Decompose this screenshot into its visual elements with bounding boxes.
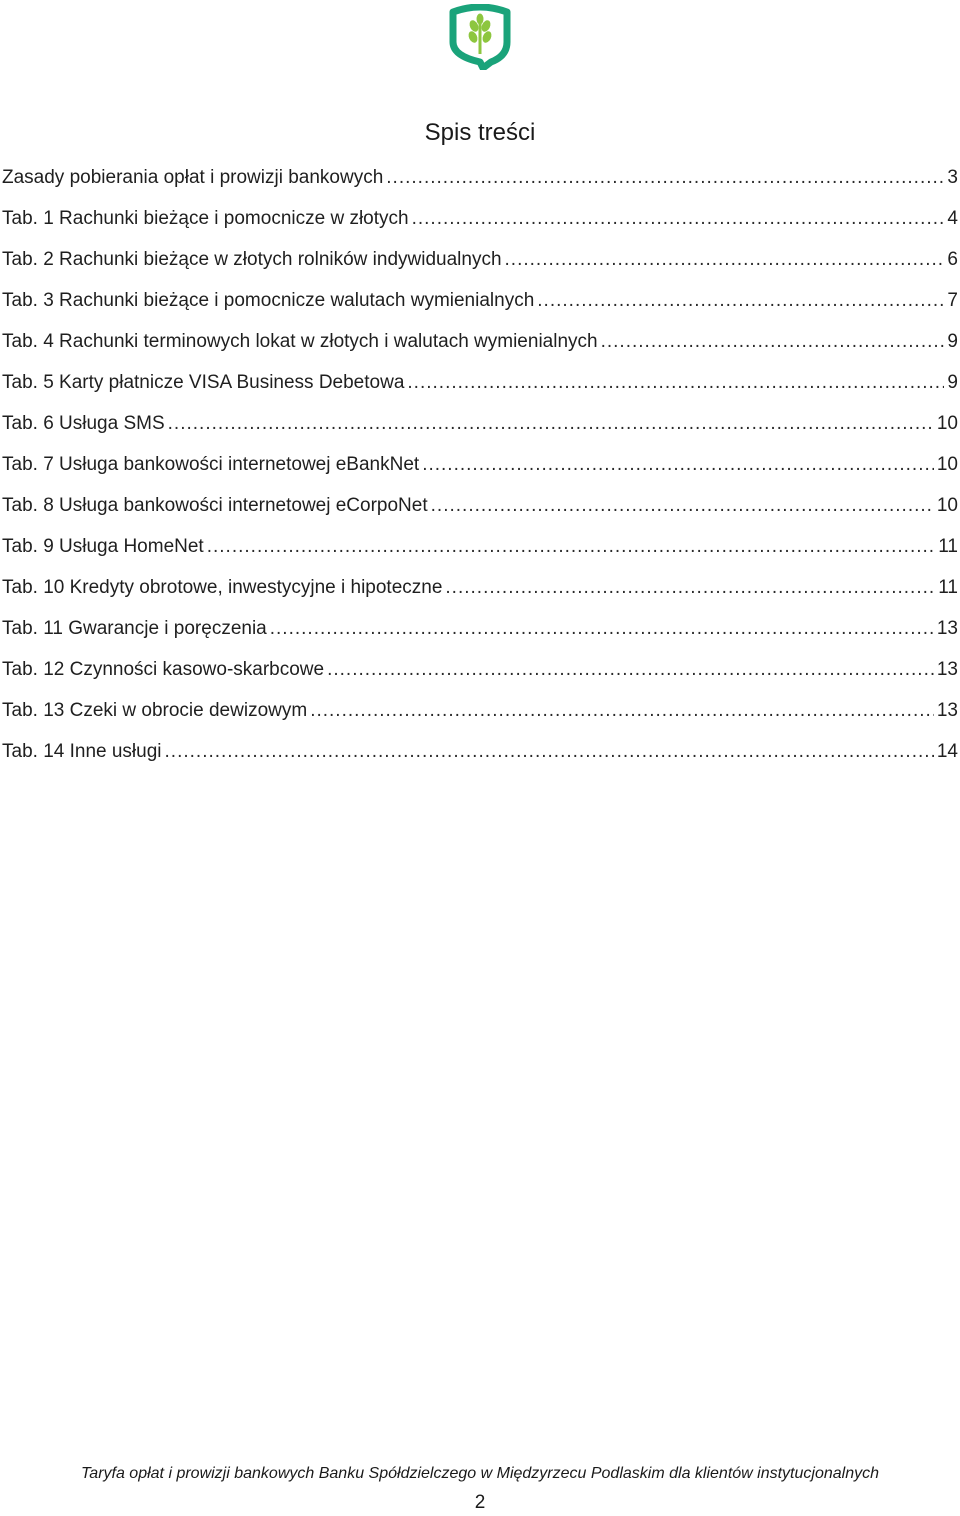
toc-entry-page: 10 [936, 454, 958, 475]
toc-entry-page: 7 [947, 290, 958, 311]
toc-dot-leader [445, 567, 935, 608]
toc-entry[interactable] [2, 485, 958, 526]
toc-dot-leader [407, 362, 944, 403]
toc-entry-label: Tab. 14 Inne usługi [2, 741, 162, 762]
toc-entry[interactable] [2, 362, 958, 403]
toc-entry[interactable] [2, 403, 958, 444]
toc-entry-page: 9 [947, 372, 958, 393]
toc-entry[interactable] [2, 239, 958, 280]
toc-entry-page: 4 [947, 208, 958, 229]
toc-entry-page: 13 [936, 700, 958, 721]
toc-entry[interactable] [2, 280, 958, 321]
toc-entry[interactable] [2, 321, 958, 362]
toc-entry-label: Tab. 9 Usługa HomeNet [2, 536, 204, 557]
toc-entry[interactable] [2, 649, 958, 690]
toc-dot-leader [537, 280, 944, 321]
toc-entry-page: 14 [936, 741, 958, 762]
toc-entry[interactable] [2, 526, 958, 567]
toc-entry-page: 13 [936, 659, 958, 680]
toc-entry-label: Tab. 10 Kredyty obrotowe, inwestycyjne i hipoteczne [2, 577, 443, 598]
toc-dot-leader [165, 731, 934, 772]
toc-dot-leader [505, 239, 945, 280]
toc-entry[interactable] [2, 567, 958, 608]
toc-entry-label: Tab. 12 Czynności kasowo-skarbcowe [2, 659, 325, 680]
toc-dot-leader [431, 485, 934, 526]
toc-entry[interactable] [2, 444, 958, 485]
toc-dot-leader [601, 321, 945, 362]
toc-entry-page: 3 [947, 167, 958, 188]
toc-entry-label: Tab. 1 Rachunki bieżące i pomocnicze w złotych [2, 208, 409, 229]
toc-entry-label: Tab. 4 Rachunki terminowych lokat w złotych i walutach wymienialnych [2, 331, 598, 352]
toc-entry[interactable] [2, 608, 958, 649]
toc-dot-leader [310, 690, 934, 731]
bank-wheat-logo-icon [443, 4, 517, 70]
toc-entry[interactable] [2, 690, 958, 731]
footer-text: Taryfa opłat i prowizji bankowych Banku Spółdzielczego w Międzyrzecu Podlaskim dla klientów instytucjonalnych [80, 1465, 879, 1482]
toc-entry-label: Tab. 3 Rachunki bieżące i pomocnicze walutach wymienialnych [2, 290, 535, 311]
table-of-contents [2, 157, 958, 772]
toc-entry-label: Tab. 13 Czeki w obrocie dewizowym [2, 700, 308, 721]
toc-entry-label: Tab. 7 Usługa bankowości internetowej eBankNet [2, 454, 420, 475]
toc-dot-leader [422, 444, 934, 485]
toc-dot-leader [207, 526, 936, 567]
toc-dot-leader [412, 198, 945, 239]
toc-entry-label: Tab. 8 Usługa bankowości internetowej eCorpoNet [2, 495, 428, 516]
toc-dot-leader [327, 649, 934, 690]
toc-entry-page: 10 [936, 495, 958, 516]
toc-entry-page: 9 [947, 331, 958, 352]
toc-entry[interactable] [2, 157, 958, 198]
toc-entry-page: 11 [938, 536, 958, 557]
page-number: 2 [474, 1492, 486, 1513]
toc-title: Spis treści [424, 119, 536, 146]
toc-entry[interactable] [2, 198, 958, 239]
toc-entry-page: 13 [936, 618, 958, 639]
toc-entry-page: 11 [938, 577, 958, 598]
toc-entry-label: Tab. 2 Rachunki bieżące w złotych rolników indywidualnych [2, 249, 502, 270]
toc-entry[interactable] [2, 731, 958, 772]
toc-entry-page: 6 [947, 249, 958, 270]
toc-entry-label: Tab. 11 Gwarancje i poręczenia [2, 618, 267, 639]
toc-entry-label: Tab. 5 Karty płatnicze VISA Business Debetowa [2, 372, 405, 393]
toc-entry-label: Zasady pobierania opłat i prowizji bankowych [2, 167, 384, 188]
toc-dot-leader [270, 608, 934, 649]
toc-entry-page: 10 [936, 413, 958, 434]
toc-entry-label: Tab. 6 Usługa SMS [2, 413, 165, 434]
toc-dot-leader [168, 403, 934, 444]
toc-dot-leader [386, 157, 944, 198]
